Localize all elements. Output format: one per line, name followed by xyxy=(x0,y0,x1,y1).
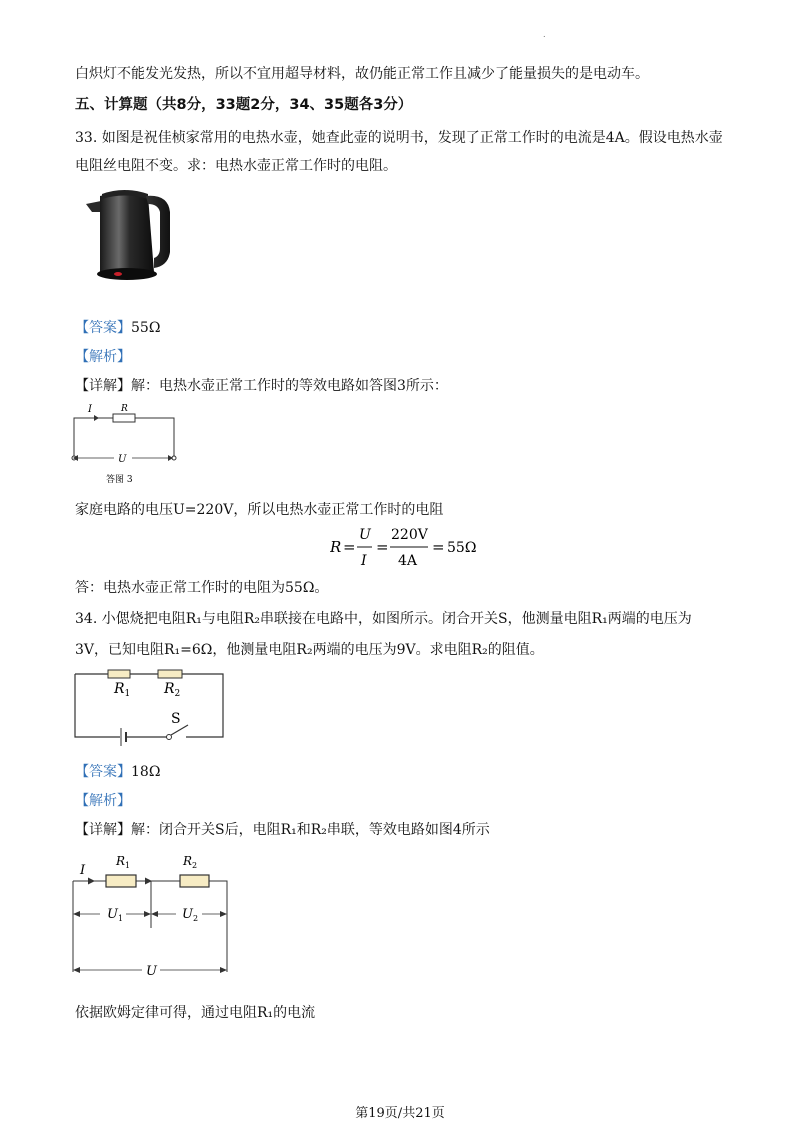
formula-den2: 4A xyxy=(398,553,418,569)
detail-tag: 【详解】 xyxy=(75,822,131,838)
figure-caption: 答图 3 xyxy=(106,475,133,485)
answer-value: 55Ω xyxy=(131,320,161,336)
answer-value: 18Ω xyxy=(131,764,161,780)
resistor-label: R xyxy=(121,404,128,414)
formula-result: 55Ω xyxy=(447,540,477,556)
r1-label: $R_1$ xyxy=(114,681,131,699)
q33-text-line1: 33. 如图是祝佳桢家常用的电热水壶，她查此壶的说明书，发现了正常工作时的电流是4A。假设电热水壶 xyxy=(75,130,723,146)
answer-tag: 【答案】 xyxy=(75,320,131,336)
kettle-image xyxy=(78,182,178,292)
u1-label: $U_1$ xyxy=(107,907,124,923)
formula-num1: U xyxy=(359,527,371,543)
analysis-tag: 【解析】 xyxy=(75,349,131,365)
circuit-diagram-fig4 xyxy=(70,850,235,980)
intro-line: 白炽灯不能发光发热，所以不宜用超导材料，故仍能正常工作且减少了能量损失的是电动车。 xyxy=(75,66,649,82)
q33-text-line2: 电阻丝电阻不变。求：电热水壶正常工作时的电阻。 xyxy=(75,158,397,174)
q34-answer xyxy=(75,762,160,782)
q33-voltage-line: 家庭电路的电压U=220V，所以电热水壶正常工作时的电阻 xyxy=(75,502,444,518)
q33-answer xyxy=(75,318,160,338)
current-label: I xyxy=(80,863,86,878)
ohm-formula xyxy=(330,525,490,571)
voltage-label: U xyxy=(118,454,127,465)
fig4-r1-label: $R_1$ xyxy=(116,854,131,870)
detail-text: 解：电热水壶正常工作时的等效电路如答图3所示： xyxy=(131,378,448,394)
eq2: = xyxy=(376,538,389,556)
formula-den1: I xyxy=(361,553,367,569)
analysis-tag: 【解析】 xyxy=(75,793,131,809)
q34-text-line1: 34. 小偲烧把电阻R₁与电阻R₂串联接在电路中，如图所示。闭合开关S，他测量电阻R₁两端的电压为 xyxy=(75,611,692,627)
current-label: I xyxy=(88,404,92,415)
q34-last-line: 依据欧姆定律可得，通过电阻R₁的电流 xyxy=(75,1005,316,1021)
r2-label: $R_2$ xyxy=(164,681,181,699)
formula-lhs: R xyxy=(330,538,342,556)
formula-num2: 220V xyxy=(391,527,428,543)
page-footer: 第19页/共21页 xyxy=(355,1106,445,1121)
answer-tag: 【答案】 xyxy=(75,764,131,780)
u2-label: $U_2$ xyxy=(182,907,199,923)
circuit-diagram-q34 xyxy=(70,666,230,746)
switch-label: S xyxy=(171,711,181,727)
detail-text: 解：闭合开关S后，电阻R₁和R₂串联，等效电路如图4所示 xyxy=(131,822,490,838)
section-heading: 五、计算题（共8分，33题2分，34、35题各3分） xyxy=(75,97,413,113)
eq3: = xyxy=(432,538,445,556)
fig4-r2-label: $R_2$ xyxy=(183,854,198,870)
circuit-diagram-fig3 xyxy=(68,398,188,488)
u-label: U xyxy=(146,964,157,979)
q34-text-line2: 3V，已知电阻R₁=6Ω，他测量电阻R₂两端的电压为9V。求电阻R₂的阻值。 xyxy=(75,642,544,658)
q33-detail xyxy=(75,376,448,396)
q34-analysis xyxy=(75,791,131,811)
q34-detail xyxy=(75,820,490,840)
eq1: = xyxy=(343,538,356,556)
detail-tag: 【详解】 xyxy=(75,378,131,394)
q33-analysis xyxy=(75,347,131,367)
page-mark: . xyxy=(543,30,546,39)
q33-conclusion: 答：电热水壶正常工作时的电阻为55Ω。 xyxy=(75,580,329,596)
